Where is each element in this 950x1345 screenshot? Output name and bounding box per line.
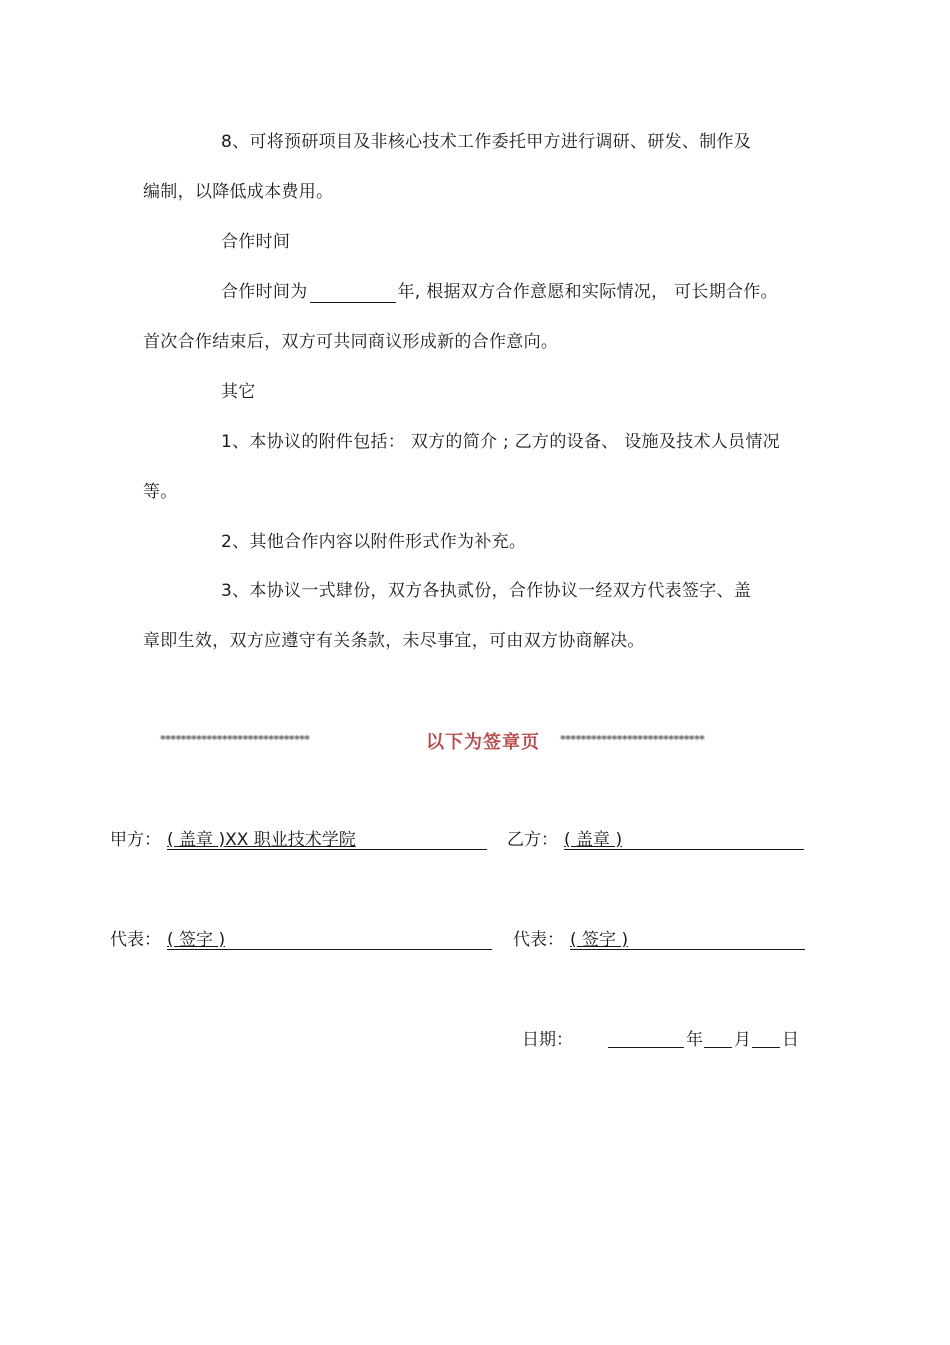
date-label: 日期： [522,1030,573,1050]
rep-a-sign-text: ( 签字 ) [167,930,226,950]
clause-other-1-continued: 等。 [143,482,178,502]
cooperation-time-heading: 合作时间 [221,232,291,252]
clause-8-continued: 编制，以降低成本费用。 [143,182,334,202]
date-day-label: 日 [782,1030,799,1050]
clause-other-1: 1、本协议的附件包括： 双方的简介 ; 乙方的设备、 设施及技术人员情况 [221,432,780,452]
cooperation-time-prefix: 合作时间为 [221,282,308,302]
rep-b-sign-line[interactable] [570,929,805,950]
clause-other-3-continued: 章即生效，双方应遵守有关条款，未尽事宜，可由双方协商解决。 [143,631,645,651]
divider-stars-right: **************************** [560,733,705,746]
cooperation-time-suffix: 年, 根据双方合作意愿和实际情况， 可长期合作。 [397,282,778,302]
date-year-blank[interactable] [608,1029,684,1048]
rep-a-field [110,929,495,953]
date-field [522,1029,802,1053]
divider-stars-left: ***************************** [160,733,310,746]
party-a-field [110,829,490,853]
rep-b-sign-text: ( 签字 ) [570,930,629,950]
party-b-label: 乙方： [507,830,558,850]
date-month-blank[interactable] [704,1029,732,1048]
signature-page-caption: 以下为签章页 [426,732,540,753]
party-a-seal-text: ( 盖章 )XX 职业技术学院 [167,830,356,850]
clause-8: 8、可将预研项目及非核心技术工作委托甲方进行调研、研发、制作及 [221,132,752,152]
party-b-seal-text: ( 盖章 ) [564,830,623,850]
date-year-label: 年 [686,1030,703,1050]
signature-page-divider [160,728,810,754]
party-a-seal-line[interactable] [167,829,487,850]
rep-b-field [513,929,808,953]
clause-other-2: 2、其他合作内容以附件形式作为补充。 [221,532,527,552]
party-b-seal-line[interactable] [564,829,804,850]
date-month-label: 月 [734,1030,751,1050]
party-a-label: 甲方： [110,830,161,850]
other-heading: 其它 [221,382,256,402]
rep-b-label: 代表： [513,930,564,950]
cooperation-time-clause [221,281,778,303]
party-b-field [507,829,807,853]
date-day-blank[interactable] [752,1029,780,1048]
clause-other-3: 3、本协议一式肆份，双方各执贰份，合作协议一经双方代表签字、盖 [221,581,752,601]
rep-a-sign-line[interactable] [167,929,492,950]
rep-a-label: 代表： [110,930,161,950]
years-blank[interactable] [310,284,396,303]
cooperation-time-continued: 首次合作结束后，双方可共同商议形成新的合作意向。 [143,332,559,352]
